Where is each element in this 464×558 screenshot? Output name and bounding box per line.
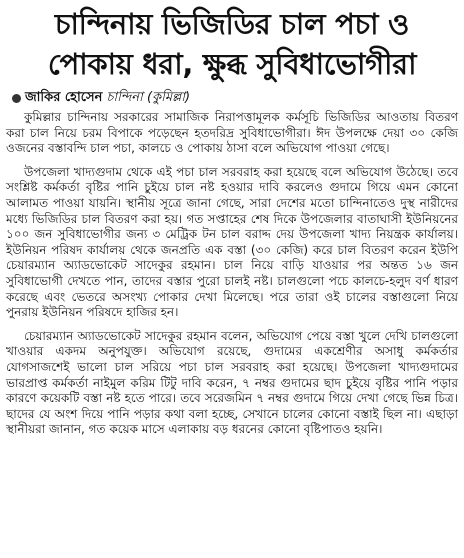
byline xyxy=(12,90,458,106)
byline-place: চান্দিনা (কুমিল্লা) xyxy=(106,90,191,105)
headline-line-1: চান্দিনায় ভিজিডির চাল পচা ও xyxy=(54,7,410,41)
article-paragraph: উপজেলা খাদ্যগুদাম থেকে এই পচা চাল সরবরাহ করা হয়েছে বলে অভিযোগ উঠেছে। তবে সংশ্লিষ্ট কর্মকর্তা বৃষ্টির পানি চুইয়ে চাল নষ্ট হওয়ার দাবি করলেও গুদামে গিয়ে এমন কোনো আলামত পাওয়া যায়নি। স্থানীয় সূত্রে জানা গেছে, সারা দেশের মতো চান্দিনাতেও দুস্থ নারীদের মধ্যে ভিজিডির চাল বিতরণ করা হয়। গত সপ্তাহের শেষ দিকে উপজেলার বাতাঘাসী ইউনিয়নের ১০০ জন সুবিধাভোগীর জন্য ৩ মেট্রিক টন চাল বরাদ্দ দেয় উপজেলা খাদ্য নিয়ন্ত্রক কার্যালয়। ইউনিয়ন পরিষদ কার্যালয় থেকে জনপ্রতি এক বস্তা (৩০ কেজি) করে চাল বিতরণ করেন ইউপি চেয়ারম্যান অ্যাডভোকেট সাদেকুর রহমান। চাল নিয়ে বাড়ি যাওয়ার পর অন্তত ১৬ জন সুবিধাভোগী দেখতে পান, তাদের বস্তার পুরো চালই নষ্ট। চালগুলো পচে কালচে-হলুদ বর্ণ ধারণ করেছে এবং ভেতরে অসংখ্য পোকার দেখা মিলেছে। পরে তারা ওই চালের বস্তাগুলো নিয়ে পুনরায় ইউনিয়ন পরিষদে হাজির হন। xyxy=(6,164,458,320)
bullet-icon xyxy=(12,94,21,103)
headline xyxy=(6,4,458,84)
article-body xyxy=(6,110,458,438)
article-paragraph: কুমিল্লার চান্দিনায় সরকারের সামাজিক নিরাপত্তামূলক কর্মসূচি ভিজিডির আওতায় বিতরণ করা চাল নিয়ে চরম বিপাকে পড়েছেন হতদরিদ্র সুবিধাভোগীরা। ঈদ উপলক্ষে দেয়া ৩০ কেজি ওজনের বস্তাবন্দি চাল পচা, কালচে ও পোকায় ঠাসা বলে অভিযোগ পাওয়া গেছে। xyxy=(6,110,458,156)
byline-author: জাকির হোসেন xyxy=(25,90,103,105)
headline-line-2: পোকায় ধরা, ক্ষুব্ধ সুবিধাভোগীরা xyxy=(47,47,417,81)
article-paragraph: চেয়ারম্যান অ্যাডভোকেট সাদেকুর রহমান বলেন, অভিযোগ পেয়ে বস্তা খুলে দেখি চালগুলো খাওয়ার একদম অনুপযুক্ত। অভিযোগ রয়েছে, গুদামের একশ্রেণীর অসাধু কর্মকর্তার যোগসাজশেই ভালো চাল সরিয়ে পচা চাল সরবরাহ করা হয়েছে। উপজেলা খাদ্যগুদামের ভারপ্রাপ্ত কর্মকর্তা নাইমুল করিম টিটু দাবি করেন, ৭ নম্বর গুদামের ছাদ চুইয়ে বৃষ্টির পানি পড়ার কারণে কয়েকটি বস্তা নষ্ট হতে পারে। তবে সরেজমিন ৭ নম্বর গুদামে গিয়ে দেখা গেছে ভিন্ন চিত্র। ছাদের যে অংশ দিয়ে পানি পড়ার কথা বলা হচ্ছে, সেখানে চালের কোনো বস্তাই ছিল না। এছাড়া স্থানীয়রা জানান, গত কয়েক মাসে এলাকায় বড় ধরনের কোনো বৃষ্টিপাতও হয়নি। xyxy=(6,328,458,437)
